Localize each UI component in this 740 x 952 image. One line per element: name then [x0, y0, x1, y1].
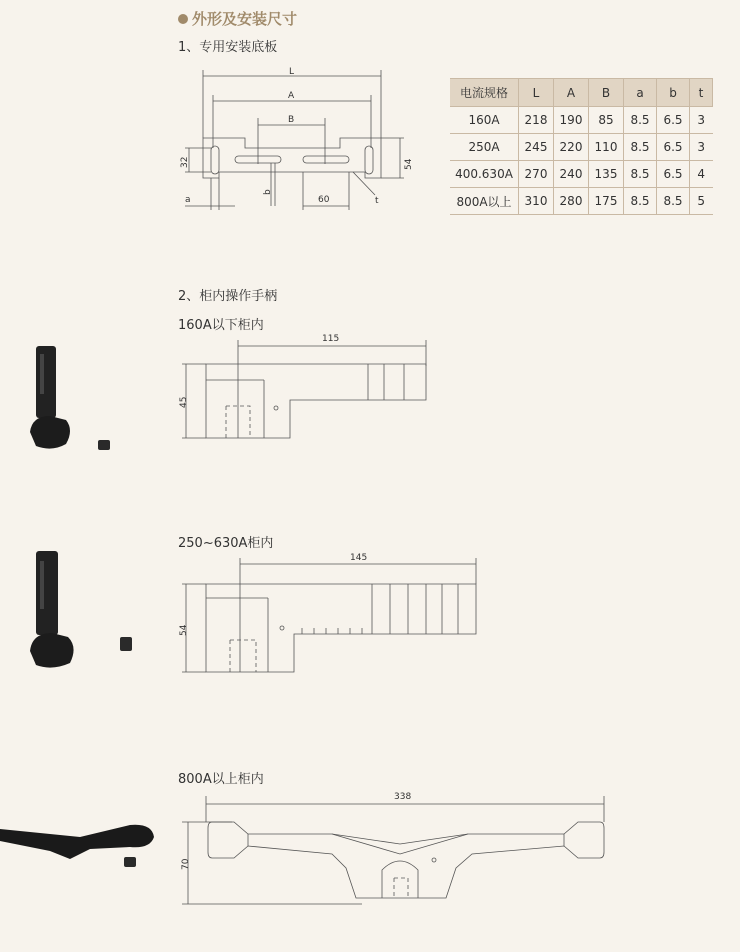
dim-t: t	[375, 196, 379, 206]
handle3-photo	[0, 815, 160, 875]
cell: 400.630A	[450, 161, 519, 188]
handle-section-title: 2、柜内操作手柄	[178, 289, 278, 304]
cell: 6.5	[657, 161, 690, 188]
handle2-title: 250~630A柜内	[178, 536, 274, 551]
cell: 8.5	[624, 188, 657, 215]
cell: 6.5	[657, 107, 690, 134]
cell: 3	[690, 107, 713, 134]
handle3-drawing	[172, 786, 612, 916]
bullet-icon	[178, 14, 188, 24]
cell: 85	[589, 107, 624, 134]
handle2-width: 145	[350, 553, 368, 563]
handle3-title: 800A以上柜内	[178, 772, 264, 787]
handle1-height: 45	[179, 396, 189, 408]
dim-a: a	[185, 195, 191, 205]
cell: 218	[519, 107, 554, 134]
cell: 135	[589, 161, 624, 188]
handle3-height: 70	[181, 858, 191, 870]
handle3-width: 338	[394, 792, 412, 802]
cell: 4	[690, 161, 713, 188]
cell: 220	[554, 134, 589, 161]
cell: 8.5	[657, 188, 690, 215]
dim-54: 54	[404, 158, 414, 170]
cell: 270	[519, 161, 554, 188]
table-header-row	[450, 79, 713, 107]
mounting-plate-title: 1、专用安装底板	[178, 40, 278, 55]
heading-text: 外形及安装尺寸	[192, 10, 298, 28]
cell: 6.5	[657, 134, 690, 161]
dim-32: 32	[180, 156, 190, 168]
dim-60: 60	[318, 195, 330, 205]
section-heading	[178, 8, 297, 29]
cell: 280	[554, 188, 589, 215]
cell: 190	[554, 107, 589, 134]
table-row	[450, 107, 713, 134]
handle2-height: 54	[179, 624, 189, 636]
th-spec: 电流规格	[450, 79, 519, 107]
table-row	[450, 161, 713, 188]
cell: 3	[690, 134, 713, 161]
table-row	[450, 188, 713, 215]
spec-table	[450, 78, 713, 215]
dim-B: B	[288, 115, 295, 125]
cell: 110	[589, 134, 624, 161]
th-a: a	[624, 79, 657, 107]
handle1-photo	[22, 340, 122, 460]
cell: 250A	[450, 134, 519, 161]
cell: 8.5	[624, 134, 657, 161]
cell: 8.5	[624, 161, 657, 188]
th-A: A	[554, 79, 589, 107]
cell: 310	[519, 188, 554, 215]
th-b: b	[657, 79, 690, 107]
cell: 800A以上	[450, 188, 519, 215]
cell: 8.5	[624, 107, 657, 134]
handle2-photo	[22, 545, 142, 675]
mounting-plate-drawing	[175, 60, 415, 215]
dim-b: b	[263, 189, 273, 195]
th-t: t	[690, 79, 713, 107]
th-L: L	[519, 79, 554, 107]
cell: 245	[519, 134, 554, 161]
handle1-title: 160A以下柜内	[178, 318, 264, 333]
cell: 160A	[450, 107, 519, 134]
handle1-width: 115	[322, 334, 340, 344]
dim-L: L	[289, 67, 295, 77]
cell: 175	[589, 188, 624, 215]
th-B: B	[589, 79, 624, 107]
cell: 5	[690, 188, 713, 215]
handle2-drawing	[172, 548, 482, 678]
cell: 240	[554, 161, 589, 188]
dim-A: A	[288, 91, 295, 101]
table-row	[450, 134, 713, 161]
handle1-drawing	[172, 326, 442, 446]
